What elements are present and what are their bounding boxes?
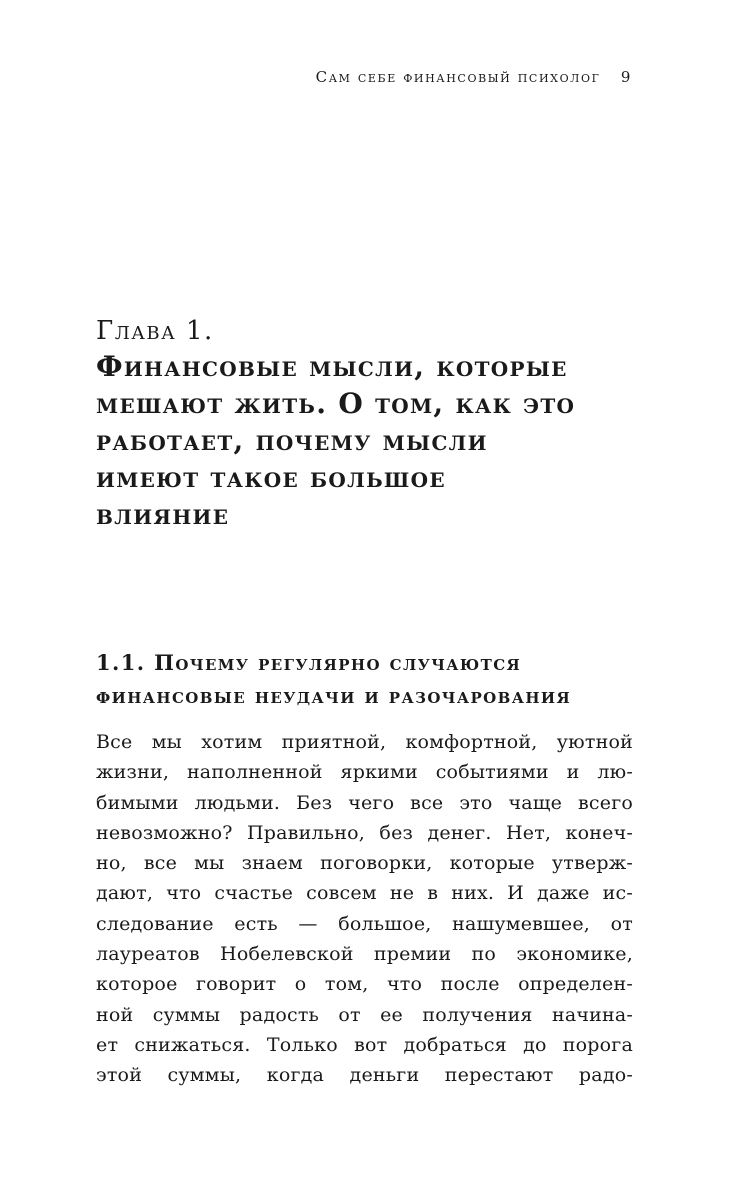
body-line: Все мы хотим приятной, комфортной, уютной (96, 731, 633, 753)
body-line: этой суммы, когда деньги перестают радо- (96, 1064, 633, 1087)
chapter-title-line: мешают жить. О том, как это (96, 387, 576, 420)
running-header (316, 68, 632, 86)
chapter-title-line: работает, почему мысли (96, 424, 488, 457)
section-title-line: финансовые неудачи и разочарования (96, 683, 572, 708)
body-line: лауреатов Нобелевской премии по экономике, (96, 943, 633, 966)
body-line: которое говорит о том, что после определен- (96, 973, 633, 996)
section-heading (96, 646, 656, 712)
body-line: жизни, наполненной яркими событиями и лю- (96, 761, 633, 784)
body-line: дают, что счастье совсем не в них. И даже ис- (96, 882, 633, 905)
section-title-line: 1.1. Почему регулярно случаются (96, 650, 522, 675)
body-line: но, все мы знаем поговорки, которые утверж- (96, 852, 633, 875)
chapter-label: Глава 1. (96, 316, 214, 346)
chapter-title-line: Финансовые мысли, которые (96, 350, 568, 383)
body-line: невозможно? Правильно, без денег. Нет, конеч- (96, 821, 633, 844)
body-line: следование есть — большое, нашумевшее, от (96, 912, 633, 935)
body-paragraph (96, 727, 633, 1091)
running-title: Сам себе финансовый психолог (315, 68, 601, 86)
chapter-heading (96, 314, 656, 533)
chapter-title-line: имеют такое большое (96, 461, 446, 494)
chapter-title-line: влияние (96, 498, 230, 531)
body-line: ет снижаться. Только вот добраться до порога (96, 1033, 633, 1056)
body-line: бимыми людьми. Без чего все это чаще всего (96, 791, 633, 814)
body-line: ной суммы радость от ее получения начина- (96, 1003, 633, 1026)
page-number: 9 (620, 68, 632, 86)
